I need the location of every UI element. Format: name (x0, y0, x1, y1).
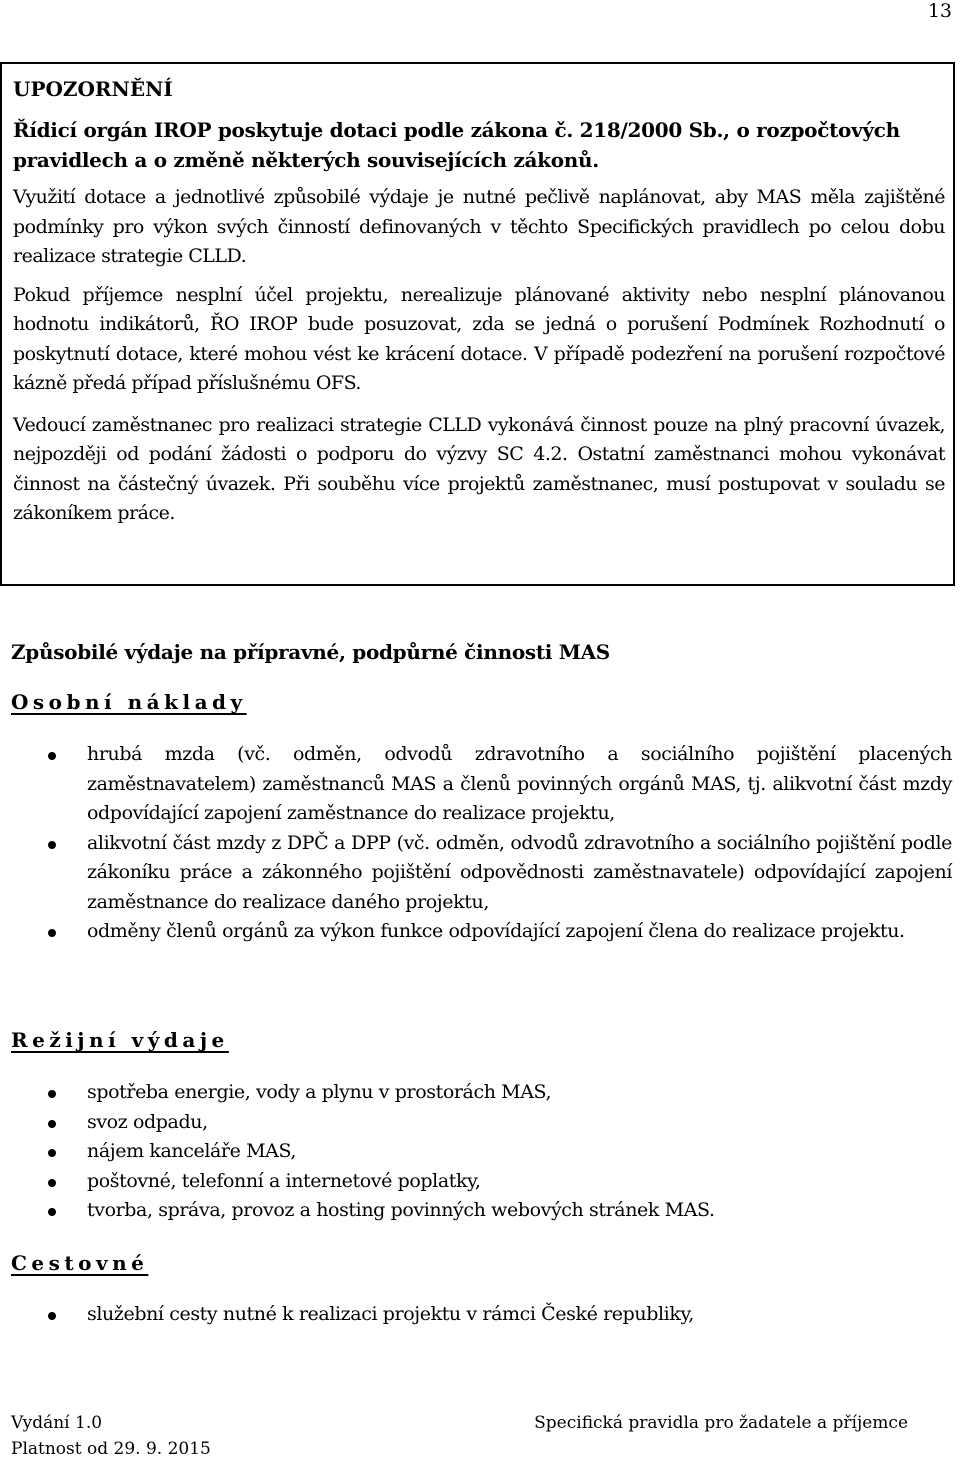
list-item: služební cesty nutné k realizaci projektu v rámci České republiky, (0, 1300, 952, 1330)
bullet-icon (48, 1149, 56, 1157)
section-heading: Způsobilé výdaje na přípravné, podpůrné činnosti MAS (11, 640, 610, 664)
cestovne-list (0, 1300, 952, 1330)
notice-title: UPOZORNĚNÍ (13, 77, 173, 101)
list-item: odměny členů orgánů za výkon funkce odpovídající zapojení člena do realizace projektu. (0, 917, 952, 947)
list-item: hrubá mzda (vč. odměn, odvodů zdravotního a sociálního pojištění placených zaměstnavatelem) zaměstnanců MAS a členů povinných orgánů MAS, tj. alikvotní část mzdy odpovídající zapojení zaměstnance do realizace projektu, (0, 740, 952, 829)
list-item: nájem kanceláře MAS, (0, 1137, 952, 1167)
footer-edition: Vydání 1.0 (11, 1413, 103, 1433)
notice-paragraph: Využití dotace a jednotlivé způsobilé výdaje je nutné pečlivě naplánovat, aby MAS měla zajištěné podmínky pro výkon svých činností definovaných v těchto Specifických pravidlech po celou dobu realizace strategie CLLD. (13, 186, 945, 267)
bullet-icon (48, 929, 56, 937)
bullet-icon (48, 1090, 56, 1098)
bullet-icon (48, 1208, 56, 1216)
notice-box (0, 62, 955, 586)
cestovne-heading: Cestovné (11, 1251, 149, 1275)
bullet-icon (48, 752, 56, 760)
osobni-naklady-list (0, 740, 952, 947)
footer-left (11, 1410, 211, 1462)
bullet-icon (48, 1179, 56, 1187)
list-item: spotřeba energie, vody a plynu v prostorách MAS, (0, 1078, 952, 1108)
bullet-icon (48, 1120, 56, 1128)
list-item: poštovné, telefonní a internetové poplatky, (0, 1167, 952, 1197)
rezijni-vydaje-list (0, 1078, 952, 1226)
bullet-icon (48, 841, 56, 849)
list-item: alikvotní část mzdy z DPČ a DPP (vč. odměn, odvodů zdravotního a sociálního pojištění podle zákoníku práce a zákonného pojištění odpovědnosti zaměstnavatele) odpovídající zapojení zaměstnance do realizace daného projektu, (0, 829, 952, 918)
notice-bold-statement: Řídicí orgán IROP poskytuje dotaci podle zákona č. 218/2000 Sb., o rozpočtových pravidlech a o změně některých souvisejících zákonů. (13, 118, 900, 172)
notice-paragraph: Vedoucí zaměstnanec pro realizaci strategie CLLD vykonává činnost pouze na plný pracovní úvazek, nejpozději od podání žádosti o podporu do výzvy SC 4.2. Ostatní zaměstnanci mohou vykonávat činnost na částečný úvazek. Při souběhu více projektů zaměstnanec, musí postupovat v souladu se zákoníkem práce. (13, 413, 945, 524)
page-number: 13 (927, 0, 952, 22)
bullet-icon (48, 1312, 56, 1320)
list-item: svoz odpadu, (0, 1108, 952, 1138)
list-item: tvorba, správa, provoz a hosting povinných webových stránek MAS. (0, 1196, 952, 1226)
rezijni-vydaje-heading: Režijní výdaje (11, 1028, 229, 1052)
footer-validity: Platnost od 29. 9. 2015 (11, 1439, 211, 1459)
osobni-naklady-heading: Osobní náklady (11, 690, 247, 714)
footer-document-title: Specifická pravidla pro žadatele a příjemce (534, 1413, 908, 1433)
notice-paragraph: Pokud příjemce nesplní účel projektu, nerealizuje plánované aktivity nebo nesplní plánovanou hodnotu indikátorů, ŘO IROP bude posuzovat, zda se jedná o porušení Podmínek Rozhodnutí o poskytnutí dotace, které mohou vést ke krácení dotace. V případě podezření na porušení rozpočtové kázně předá případ příslušnému OFS. (13, 283, 945, 394)
